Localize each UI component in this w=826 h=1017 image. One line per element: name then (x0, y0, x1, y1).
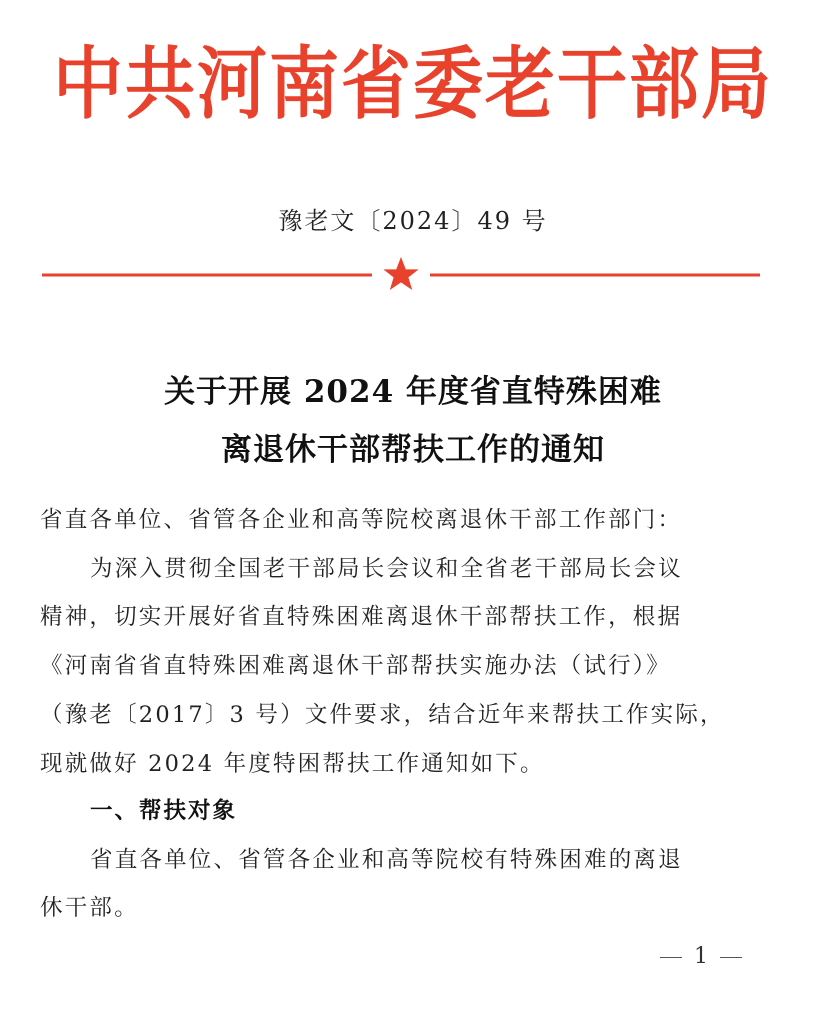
addressee-line: 省直各单位、省管各企业和高等院校离退休干部工作部门： (40, 507, 683, 533)
star-icon (383, 257, 418, 290)
document-title-line-2: 离退休干部帮扶工作的通知 (221, 432, 605, 468)
page-number-dash-right (720, 957, 742, 958)
section-body-line: 省直各单位、省管各企业和高等院校有特殊困难的离退 (90, 847, 683, 873)
page-number-dash-left (660, 957, 682, 958)
document-title-line-1: 关于开展 2024 年度省直特殊困难 (164, 374, 662, 410)
section-body-line: 休干部。 (40, 895, 139, 921)
intro-line: 《河南省省直特殊困难离退休干部帮扶实施办法（试行）》 (40, 653, 671, 679)
intro-line: 现就做好 2024 年度特困帮扶工作通知如下。 (40, 751, 545, 777)
red-divider (42, 255, 760, 295)
intro-line: （豫老〔2017〕3 号）文件要求，结合近年来帮扶工作实际， (40, 702, 725, 728)
intro-line: 精神，切实开展好省直特殊困难离退休干部帮扶工作，根据 (40, 604, 683, 630)
section-heading: 一、帮扶对象 (90, 798, 238, 824)
intro-line: 为深入贯彻全国老干部局长会议和全省老干部局长会议 (90, 556, 683, 582)
document-number: 豫老文〔2024〕49 号 (278, 207, 548, 235)
page-number-value: 1 (694, 944, 708, 969)
organization-header: 中共河南省委老干部局 (53, 38, 773, 130)
page-number (648, 942, 754, 972)
